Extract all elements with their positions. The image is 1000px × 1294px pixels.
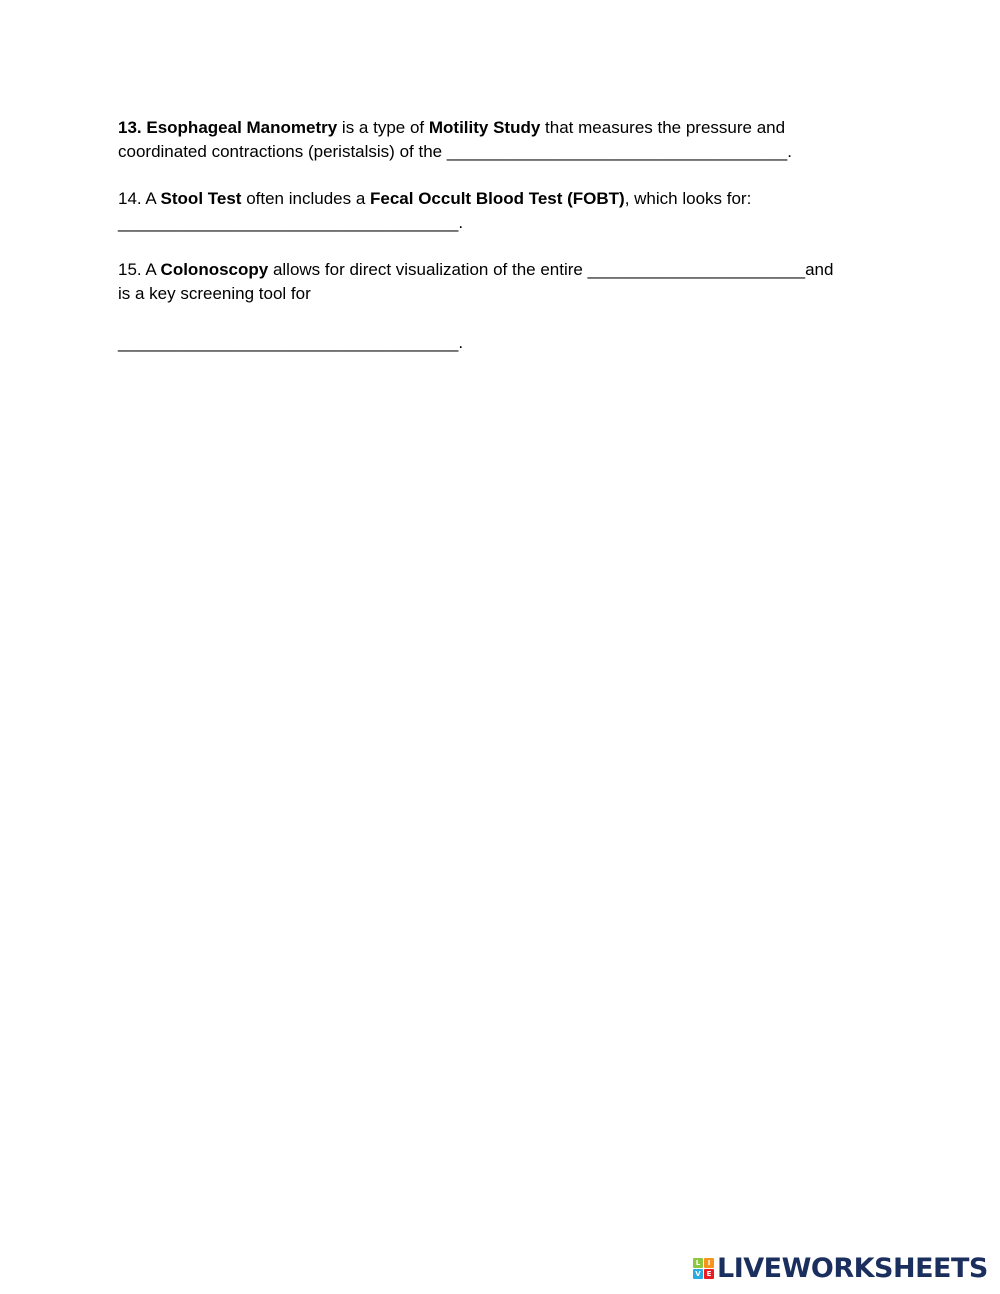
question-14-period: . [458, 213, 464, 232]
question-13 [118, 116, 878, 164]
question-15-text-3: is a key screening tool for [118, 284, 311, 303]
question-14-term-stool-test: Stool Test [160, 189, 242, 208]
question-13-line-2 [118, 140, 878, 164]
question-13-text-3: coordinated contractions (peristalsis) of the [118, 142, 447, 161]
question-13-number: 13. [118, 118, 142, 137]
question-14-line-2 [118, 211, 878, 235]
question-14 [118, 187, 878, 235]
question-14-line-1 [118, 187, 878, 211]
question-14-answer-blank[interactable]: ____________________________________ [118, 213, 459, 232]
question-15-prefix: 15. A [118, 260, 161, 279]
question-15-line-1 [118, 258, 878, 282]
logo-mark-letter-v: V [693, 1269, 703, 1279]
liveworksheets-logo-icon [693, 1258, 715, 1280]
question-15-text-2: and [805, 260, 834, 279]
question-15-text-1: allows for direct visualization of the entire [268, 260, 588, 279]
question-13-line-1 [118, 116, 878, 140]
question-13-period: . [787, 142, 792, 161]
question-15-line-3 [118, 331, 878, 355]
question-13-text-2: that measures the pressure and [540, 118, 786, 137]
question-15 [118, 258, 878, 306]
logo-mark-letter-i: I [704, 1258, 714, 1268]
question-15-answer-blank-1[interactable]: _______________________ [587, 260, 806, 279]
question-15-term-colonoscopy: Colonoscopy [160, 260, 269, 279]
question-13-term-esophageal-manometry: Esophageal Manometry [146, 118, 338, 137]
question-15-period: . [458, 333, 464, 352]
logo-mark-letter-e: E [704, 1269, 714, 1279]
liveworksheets-logo-text: LIVEWORKSHEETS [717, 1253, 988, 1284]
question-14-term-fobt: Fecal Occult Blood Test (FOBT) [370, 189, 625, 208]
question-15-answer-blank-2[interactable]: ____________________________________ [118, 333, 459, 352]
logo-mark-letter-l: L [693, 1258, 703, 1268]
question-14-text-2: , which looks for: [624, 189, 752, 208]
question-13-answer-blank[interactable]: ____________________________________ [446, 142, 788, 161]
question-14-prefix: 14. A [118, 189, 161, 208]
question-13-text-1: is a type of [337, 118, 429, 137]
question-13-term-motility-study: Motility Study [428, 118, 541, 137]
question-15-line-2 [118, 282, 878, 306]
question-15-answer-line [118, 331, 878, 355]
liveworksheets-logo [693, 1255, 988, 1283]
question-14-text-1: often includes a [241, 189, 370, 208]
